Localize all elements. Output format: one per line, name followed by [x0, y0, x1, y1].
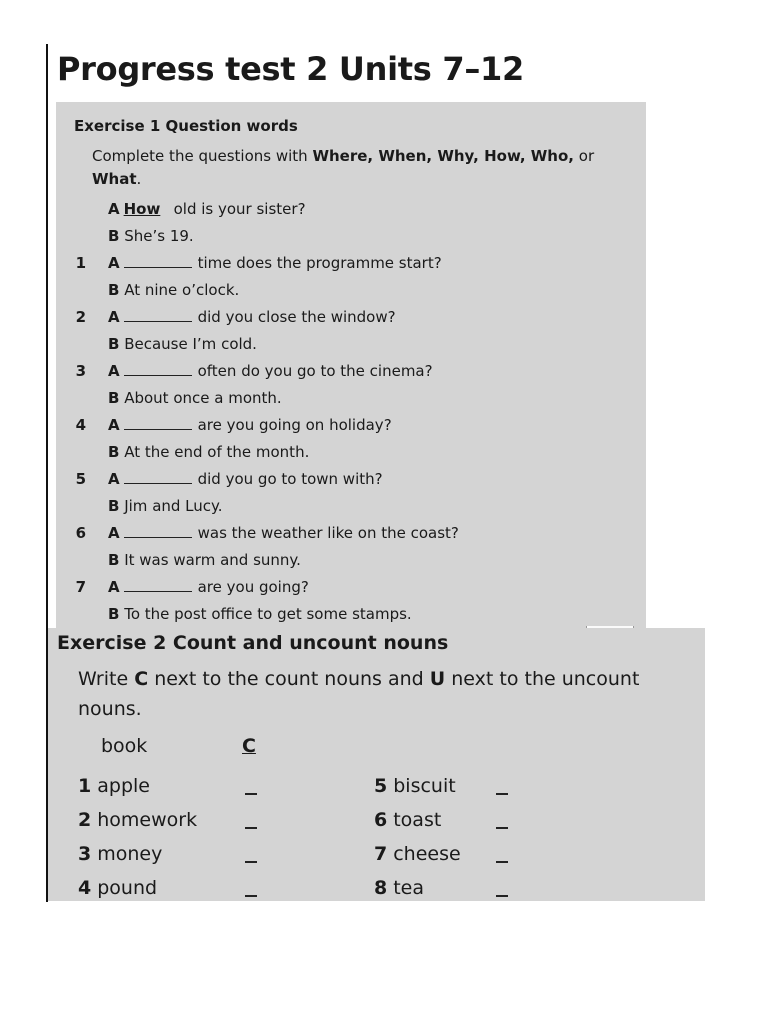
instruction-text: next to the uncount nouns. [78, 668, 640, 720]
item-number: 7 [75, 578, 86, 596]
noun-item-7 [374, 843, 461, 865]
example-answer: How [123, 200, 161, 218]
page-title: Progress test 2 Units 7–12 [57, 50, 524, 88]
answer-blank[interactable] [245, 793, 257, 795]
speaker-a-label: A [108, 524, 120, 542]
instruction-question-words: Where, When, Why, How, Who, [312, 147, 574, 165]
speaker-b-label: B [108, 227, 120, 245]
noun-word: apple [97, 775, 150, 797]
speaker-b-label: B [108, 281, 120, 299]
noun-item-2 [78, 809, 197, 831]
speaker-a-label: A [108, 416, 120, 434]
item-number: 7 [374, 843, 388, 865]
question-text: often do you go to the cinema? [197, 362, 433, 380]
exercise-2-instruction [78, 664, 703, 724]
noun-word: biscuit [393, 775, 456, 797]
exercise-2-panel [48, 628, 705, 901]
answer-blank[interactable] [245, 827, 257, 829]
example-response [108, 227, 194, 245]
noun-word: homework [97, 809, 198, 831]
response-item-1 [108, 281, 239, 299]
response-item-3 [108, 389, 282, 407]
item-number: 1 [75, 254, 86, 272]
instruction-question-word-last: What [92, 170, 137, 188]
answer-blank[interactable] [496, 793, 508, 795]
noun-word: tea [393, 877, 425, 899]
answer-blank[interactable] [245, 861, 257, 863]
noun-item-3 [78, 843, 162, 865]
exercise-2-heading: Exercise 2 Count and uncount nouns [57, 632, 449, 654]
example-question [108, 200, 306, 218]
exercise-1-panel [56, 102, 646, 630]
answer-blank[interactable] [245, 895, 257, 897]
instruction-text: next to the count nouns and [148, 668, 430, 690]
question-text: are you going on holiday? [197, 416, 392, 434]
noun-word: toast [393, 809, 442, 831]
question-text: old is your sister? [173, 200, 306, 218]
item-number: 4 [78, 877, 92, 899]
answer-blank[interactable] [496, 895, 508, 897]
question-text: are you going? [197, 578, 309, 596]
response-text: About once a month. [124, 389, 282, 407]
speaker-a-label: A [108, 470, 120, 488]
response-item-5 [108, 497, 223, 515]
response-item-4 [108, 443, 309, 461]
speaker-b-label: B [108, 335, 120, 353]
noun-word: money [97, 843, 163, 865]
instruction-text: or [574, 147, 595, 165]
instruction-text: . [136, 170, 142, 188]
answer-blank[interactable] [124, 308, 192, 322]
speaker-a-label: A [108, 254, 120, 272]
item-number: 3 [75, 362, 86, 380]
answer-blank[interactable] [124, 524, 192, 538]
question-text: did you close the window? [197, 308, 396, 326]
item-number: 2 [78, 809, 92, 831]
speaker-a-label: A [108, 362, 120, 380]
exercise-1-heading: Exercise 1 Question words [74, 117, 298, 135]
instruction-text: Write [78, 668, 135, 690]
response-item-2 [108, 335, 257, 353]
answer-blank[interactable] [124, 362, 192, 376]
question-text: did you go to town with? [197, 470, 383, 488]
response-text: She’s 19. [124, 227, 194, 245]
response-item-6 [108, 551, 301, 569]
item-number: 2 [75, 308, 86, 326]
example-mark: C [242, 735, 256, 757]
noun-item-4 [78, 877, 157, 899]
instruction-count-letter: C [134, 668, 149, 690]
instruction-uncount-letter: U [429, 668, 446, 690]
item-number: 6 [374, 809, 388, 831]
response-text: Because I’m cold. [124, 335, 257, 353]
noun-word: pound [97, 877, 158, 899]
answer-blank[interactable] [124, 416, 192, 430]
item-number: 3 [78, 843, 92, 865]
answer-blank[interactable] [496, 861, 508, 863]
response-text: At the end of the month. [124, 443, 310, 461]
speaker-b-label: B [108, 551, 120, 569]
item-number: 1 [78, 775, 92, 797]
exercise-1-instruction [92, 145, 642, 191]
item-number: 5 [75, 470, 86, 488]
speaker-b-label: B [108, 605, 120, 623]
instruction-text: Complete the questions with [92, 147, 313, 165]
item-number: 4 [75, 416, 86, 434]
noun-item-1 [78, 775, 150, 797]
speaker-b-label: B [108, 497, 120, 515]
speaker-a-label: A [108, 578, 120, 596]
answer-blank[interactable] [124, 470, 192, 484]
answer-blank[interactable] [496, 827, 508, 829]
noun-word: cheese [393, 843, 461, 865]
response-text: At nine o’clock. [124, 281, 240, 299]
response-text: It was warm and sunny. [124, 551, 301, 569]
response-text: To the post office to get some stamps. [124, 605, 412, 623]
answer-blank[interactable] [124, 578, 192, 592]
speaker-a-label: A [108, 200, 120, 218]
answer-blank[interactable] [124, 254, 192, 268]
item-number: 6 [75, 524, 86, 542]
example-noun: book [101, 735, 148, 757]
response-text: Jim and Lucy. [124, 497, 223, 515]
speaker-a-label: A [108, 308, 120, 326]
question-text: was the weather like on the coast? [197, 524, 459, 542]
speaker-b-label: B [108, 443, 120, 461]
item-number: 5 [374, 775, 388, 797]
noun-item-8 [374, 877, 424, 899]
speaker-b-label: B [108, 389, 120, 407]
item-number: 8 [374, 877, 388, 899]
question-text: time does the programme start? [197, 254, 442, 272]
noun-item-6 [374, 809, 441, 831]
noun-item-5 [374, 775, 456, 797]
response-item-7 [108, 605, 412, 623]
